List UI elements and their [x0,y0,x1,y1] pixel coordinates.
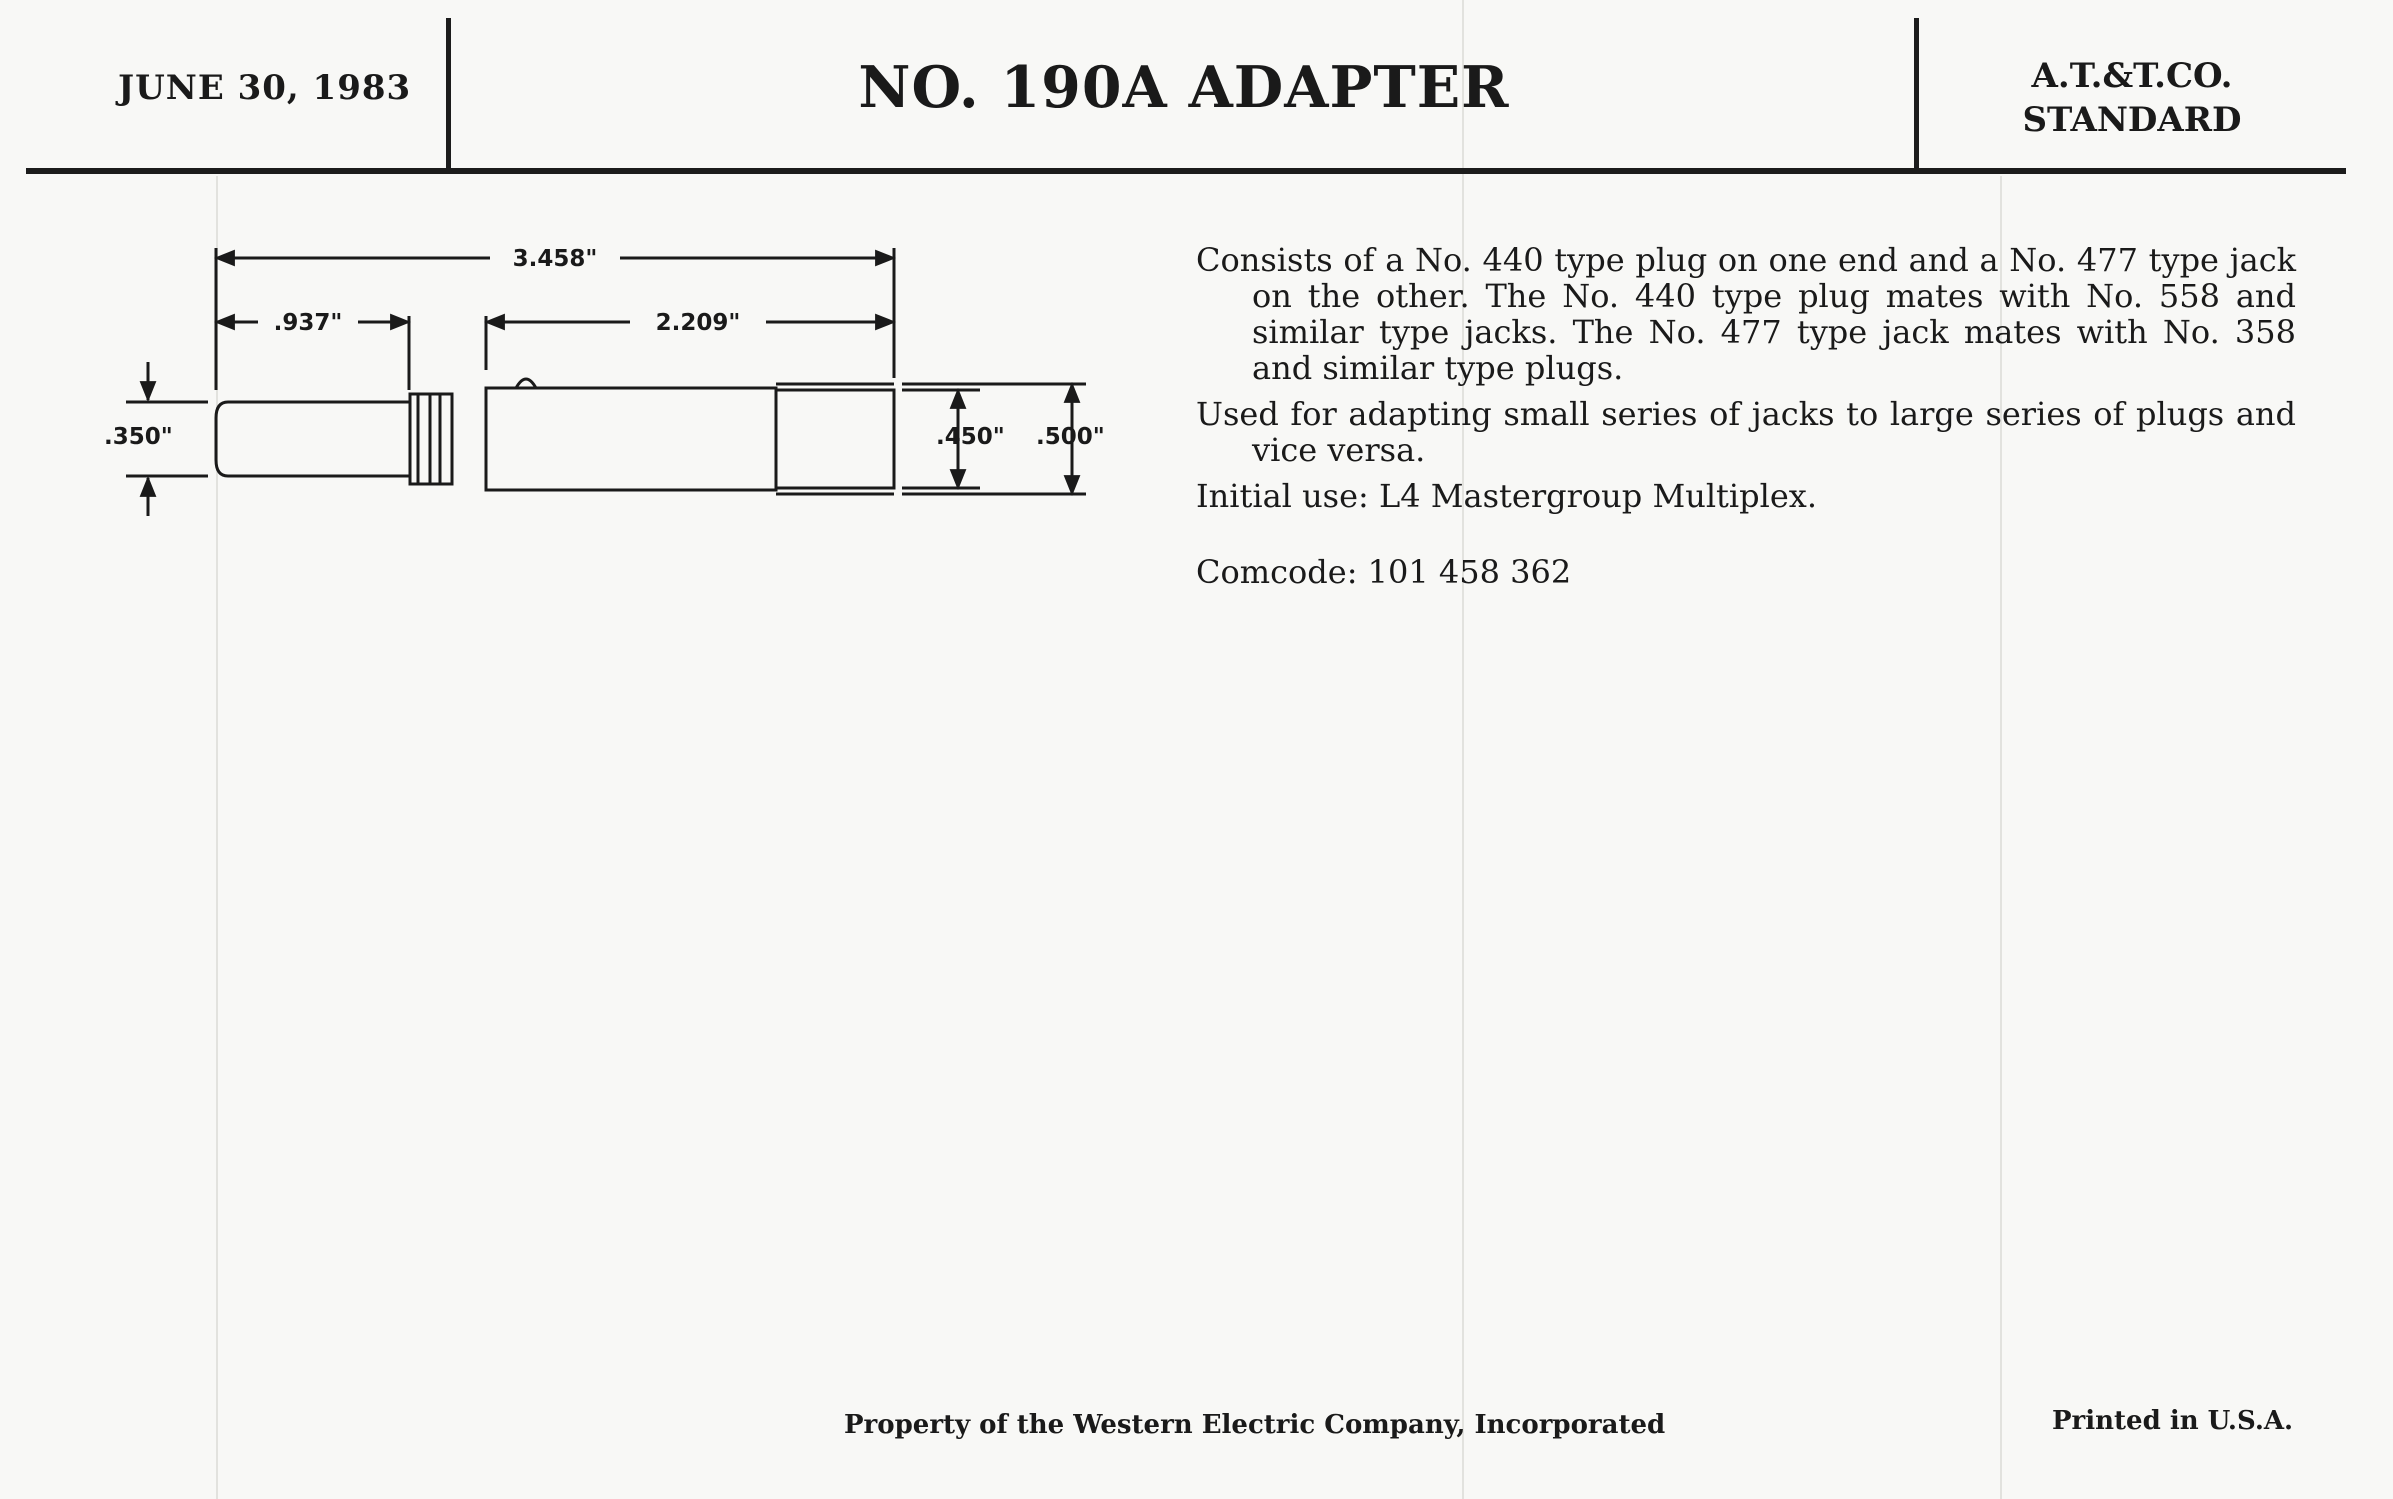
dim-jack-inner: .450" [936,424,1005,450]
standard-label [1922,54,2342,142]
dim-body-length: 2.209" [655,310,741,336]
dim-jack-outer: .500" [1036,424,1105,450]
standard-line-2: STANDARD [2022,100,2242,140]
header-divider [1914,18,1919,168]
description [1196,242,2296,600]
description-para-1: Consists of a No. 440 type plug on one end and a No. 477 type jack on the other. The No. 440 type plug mates with No. 558 and similar type jacks. The No. 477 type jack mates with No. 358 and similar type plugs. [1196,241,2296,387]
initial-use: Initial use: L4 Mastergroup Multiplex. [1196,477,1818,515]
adapter-drawing [90,230,1140,570]
ruling-line [1462,0,1464,1499]
standard-line-1: A.T.&T.CO. [2031,56,2233,96]
dim-overall-length: 3.458" [512,246,598,272]
description-para-2: Used for adapting small series of jacks to large series of plugs and vice versa. [1196,395,2296,469]
printed-notice: Printed in U.S.A. [2052,1406,2294,1436]
comcode: Comcode: 101 458 362 [1196,553,1572,591]
header-rule [26,168,2346,174]
card-title: NO. 190A ADAPTER [858,54,1510,121]
dim-plug-length: .937" [273,310,343,336]
header-divider [446,18,451,168]
dim-plug-diameter: .350" [104,424,173,450]
property-notice: Property of the Western Electric Company, Incorporated [844,1410,1666,1440]
card-date: JUNE 30, 1983 [118,68,412,108]
